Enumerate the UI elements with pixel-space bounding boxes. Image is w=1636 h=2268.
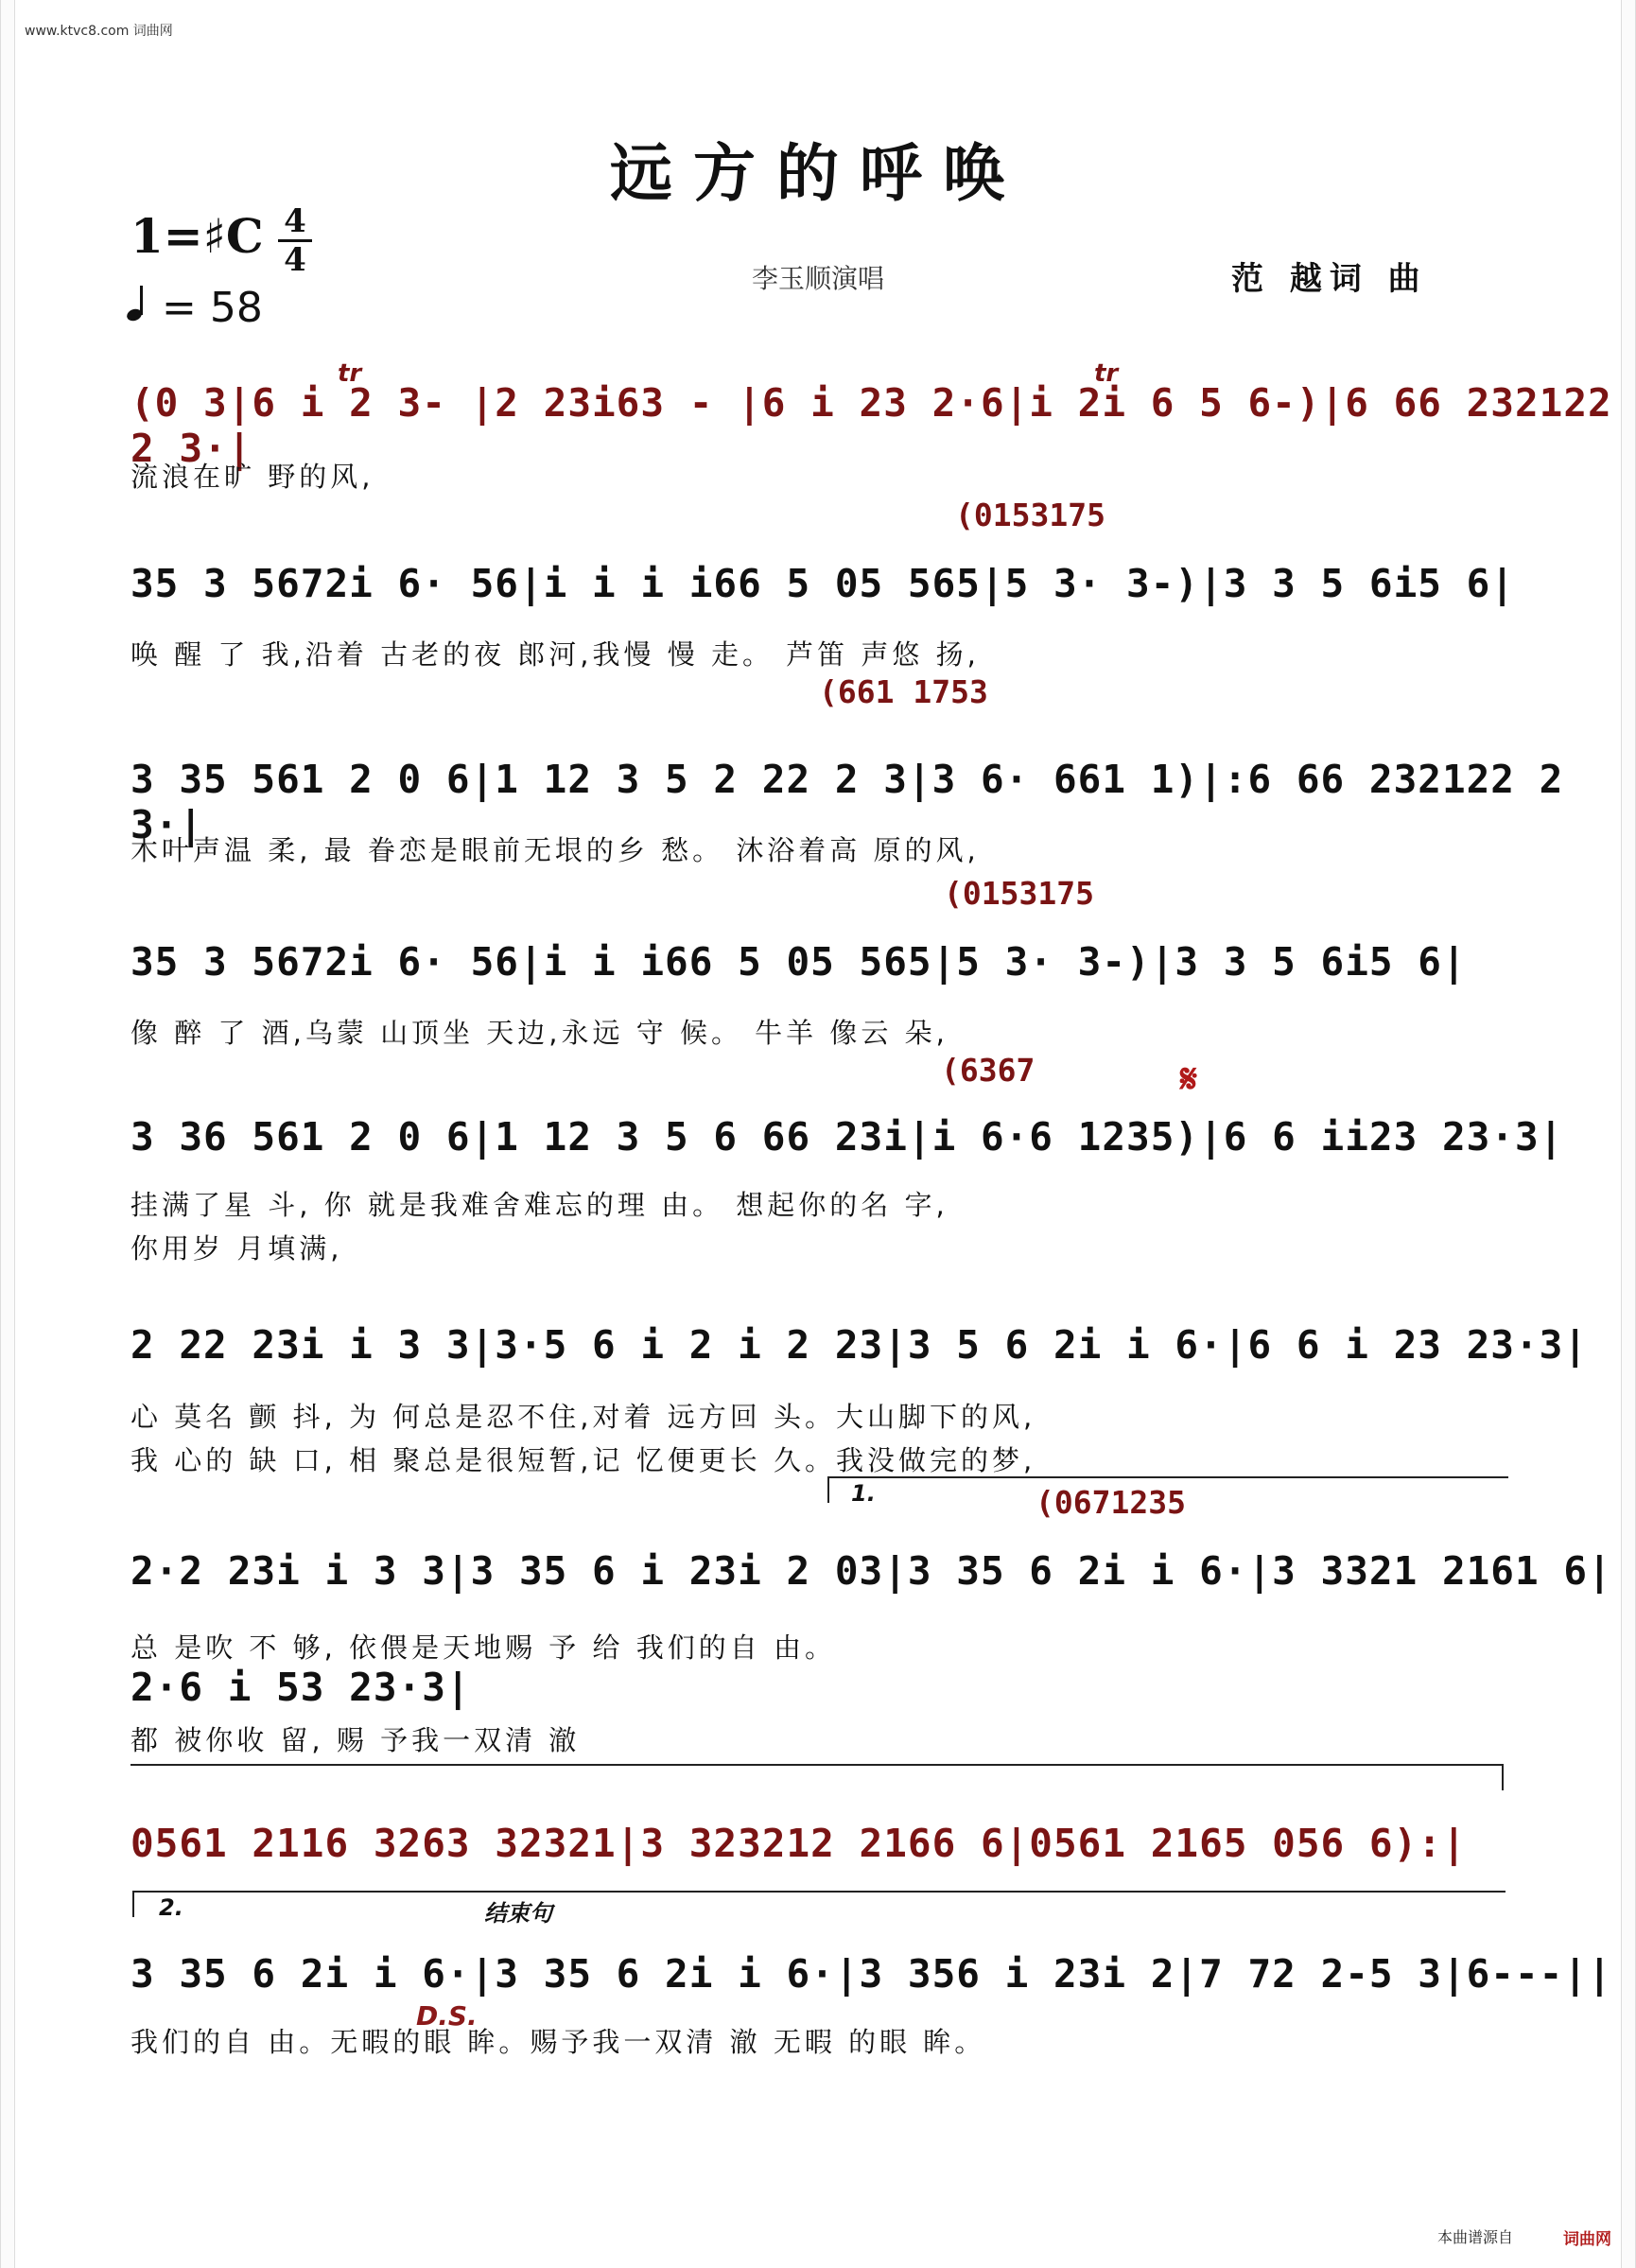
time-signature xyxy=(276,204,314,277)
notation-line: (0 3|6 i 2 3- |2 23i63 - |6 i 23 2·6|i 2i 6 5 6-)|6 66 232122 2 3·| xyxy=(131,380,1612,471)
volta-1-line xyxy=(827,1476,1508,1478)
lyric-line: 心 莫名 颤 抖, 为 何总是忍不住,对着 远方回 头。大山脚下的风, xyxy=(131,1401,1036,1433)
singer-credit: 李玉顺演唱 xyxy=(752,263,885,294)
interlude-bracket: (0153175 xyxy=(955,497,1105,533)
footer-brand-link[interactable]: 词曲网 xyxy=(1563,2230,1611,2249)
lyric-line: 挂满了星 斗, 你 就是我难舍难忘的理 由。 想起你的名 字, xyxy=(131,1189,949,1221)
lyric-line: 木叶声温 柔, 最 眷恋是眼前无垠的乡 愁。 沐浴着高 原的风, xyxy=(131,834,980,866)
lyric-line: 我们的自 由。无暇的眼 眸。赐予我一双清 澈 无暇 的眼 眸。 xyxy=(131,2026,986,2058)
notation-line: 2 22 23i i 3 3|3·5 6 i 2 i 2 23|3 5 6 2i i 6·|6 6 i 23 23·3| xyxy=(131,1322,1589,1368)
time-signature-top: 4 xyxy=(284,202,306,240)
lyric-line: 像 醉 了 酒,乌蒙 山顶坐 天边,永远 守 候。 牛羊 像云 朵, xyxy=(131,1017,949,1049)
tempo-marking xyxy=(126,284,263,332)
lyric-line: 我 心的 缺 口, 相 聚总是很短暂,记 忆便更长 久。我没做完的梦, xyxy=(131,1444,1036,1476)
right-margin-strip xyxy=(1621,0,1636,2268)
interlude-bracket: (0671235 xyxy=(1036,1484,1186,1521)
section-hook xyxy=(1502,1764,1504,1790)
lyric-line: 流浪在旷 野的风, xyxy=(131,461,374,493)
volta-2-hook xyxy=(132,1891,134,1917)
lyric-line: 都 被你收 留, 赐 予我一双清 澈 xyxy=(131,1724,581,1756)
key-signature: 1=♯C xyxy=(131,208,264,264)
trill-mark: tr xyxy=(1094,359,1119,388)
volta-1-hook xyxy=(827,1476,829,1503)
notation-line: 35 3 5672i 6· 56|i i i i66 5 05 565|5 3· 3-)|3 3 5 6i5 6| xyxy=(131,561,1515,606)
lyric-line: 总 是吹 不 够, 依偎是天地赐 予 给 我们的自 由。 xyxy=(131,1631,836,1664)
ds-marking: D.S. xyxy=(416,2000,478,2032)
lyric-line: 你用岁 月填满, xyxy=(131,1232,343,1265)
interlude-bracket: (6367 xyxy=(941,1052,1036,1089)
page-title: 远方的呼唤 xyxy=(610,136,1026,210)
interlude-bracket: (661 1753 xyxy=(819,673,988,710)
notation-line: 2·2 23i i 3 3|3 35 6 i 23i 2 03|3 35 6 2i i 6·|3 3321 2161 6| xyxy=(131,1548,1612,1594)
coda-label: 结束句 xyxy=(484,1900,552,1927)
notation-line: 3 35 6 2i i 6·|3 35 6 2i i 6·|3 356 i 23i 2|7 72 2-5 3|6---|| xyxy=(131,1951,1612,1997)
section-line xyxy=(131,1764,1504,1766)
tempo-value: = 58 xyxy=(162,284,263,332)
composer-credit: 范 越词 曲 xyxy=(1231,260,1428,298)
notation-line: 2·6 i 53 23·3| xyxy=(131,1665,471,1710)
notation-line: 3 35 561 2 0 6|1 12 3 5 2 22 2 3|3 6· 661 1)|:6 66 232122 2 3·| xyxy=(131,757,1564,847)
segno-sign: 𝄋 xyxy=(1180,1055,1198,1102)
volta-1-label: 1. xyxy=(851,1480,876,1507)
volta-2-label: 2. xyxy=(159,1894,183,1921)
volta-2-line xyxy=(132,1891,1505,1893)
footer-source-text: 本曲谱源自 xyxy=(1436,2228,1513,2246)
interlude-bracket: (0153175 xyxy=(944,875,1094,912)
time-signature-bottom: 4 xyxy=(284,241,306,279)
trill-mark: tr xyxy=(338,359,362,388)
left-margin-strip xyxy=(0,0,15,2268)
notation-line: 3 36 561 2 0 6|1 12 3 5 6 66 23i|i 6·6 1235)|6 6 ii23 23·3| xyxy=(131,1114,1564,1160)
quarter-note-icon xyxy=(126,284,148,332)
site-url[interactable]: www.ktvc8.com 词曲网 xyxy=(25,24,173,39)
lyric-line: 唤 醒 了 我,沿着 古老的夜 郎河,我慢 慢 走。 芦笛 声悠 扬, xyxy=(131,638,980,671)
notation-line: 0561 2116 3263 32321|3 323212 2166 6|0561 2165 056 6):| xyxy=(131,1821,1467,1866)
notation-line: 35 3 5672i 6· 56|i i i66 5 05 565|5 3· 3-)|3 3 5 6i5 6| xyxy=(131,939,1467,985)
